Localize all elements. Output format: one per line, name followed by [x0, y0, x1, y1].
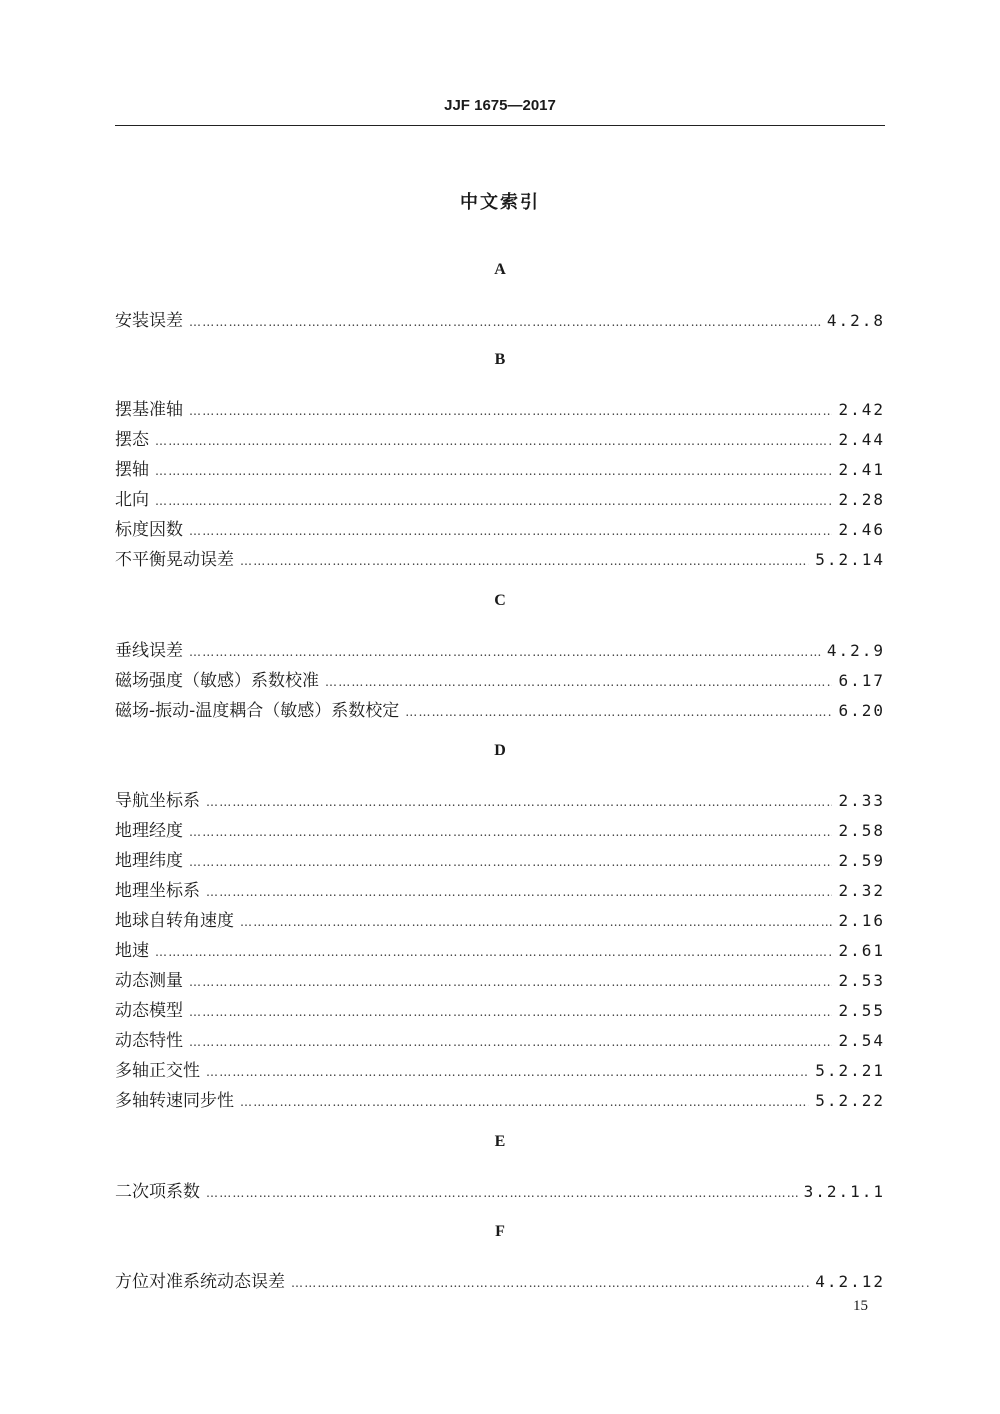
dot-leader [206, 795, 832, 809]
index-ref: 2.44 [838, 430, 885, 449]
index-entry [115, 966, 885, 990]
index-term: 多轴转速同步性 [115, 1091, 234, 1111]
index-entry [115, 786, 885, 810]
dot-leader [291, 1276, 809, 1290]
index-term: 不平衡晃动误差 [115, 550, 234, 570]
index-entry [115, 996, 885, 1020]
section-letter-a: A [494, 261, 506, 278]
dot-leader [240, 554, 809, 568]
dot-leader [189, 315, 821, 329]
dot-leader [189, 855, 832, 869]
index-term: 动态测量 [115, 971, 183, 991]
header-rule [115, 125, 885, 126]
index-entry [115, 816, 885, 840]
index-term: 北向 [115, 490, 149, 510]
dot-leader [405, 705, 832, 719]
index-term: 地理纬度 [115, 851, 183, 871]
dot-leader [155, 464, 832, 478]
dot-leader [240, 1095, 809, 1109]
dot-leader [206, 885, 832, 899]
index-term: 地速 [115, 941, 149, 961]
index-entry [115, 666, 885, 690]
index-entry [115, 1086, 885, 1110]
index-entry [115, 636, 885, 660]
index-entry [115, 1177, 885, 1201]
dot-leader [325, 675, 832, 689]
dot-leader [189, 975, 832, 989]
index-ref: 2.28 [838, 490, 885, 509]
index-entry [115, 485, 885, 509]
index-ref: 2.61 [838, 941, 885, 960]
dot-leader [189, 645, 821, 659]
index-ref: 5.2.22 [815, 1091, 885, 1110]
index-term: 磁场-振动-温度耦合（敏感）系数校定 [115, 701, 400, 721]
index-entry [115, 876, 885, 900]
index-entry [115, 936, 885, 960]
index-term: 二次项系数 [115, 1182, 200, 1202]
dot-leader [189, 524, 832, 538]
section-letter-c: C [494, 592, 506, 609]
index-entry [115, 846, 885, 870]
index-ref: 6.20 [838, 701, 885, 720]
index-ref: 4.2.8 [826, 311, 885, 330]
index-ref: 5.2.21 [815, 1061, 885, 1080]
index-ref: 2.41 [838, 460, 885, 479]
index-ref: 4.2.12 [815, 1272, 885, 1291]
index-term: 磁场强度（敏感）系数校准 [115, 671, 319, 691]
index-term: 方位对准系统动态误差 [115, 1272, 285, 1292]
index-ref: 5.2.14 [815, 550, 885, 569]
dot-leader [206, 1065, 809, 1079]
dot-leader [189, 404, 832, 418]
index-ref: 2.54 [838, 1031, 885, 1050]
dot-leader [155, 434, 832, 448]
index-ref: 2.42 [838, 400, 885, 419]
page-title: 中文索引 [460, 192, 540, 213]
document-code: JJF 1675—2017 [444, 97, 556, 114]
dot-leader [189, 1005, 832, 1019]
index-ref: 2.46 [838, 520, 885, 539]
index-entry [115, 395, 885, 419]
dot-leader [189, 1035, 832, 1049]
index-term: 多轴正交性 [115, 1061, 200, 1081]
index-term: 地球自转角速度 [115, 911, 234, 931]
index-entry [115, 1056, 885, 1080]
index-term: 摆态 [115, 430, 149, 450]
section-letter-e: E [494, 1133, 506, 1150]
dot-leader [240, 915, 832, 929]
index-ref: 3.2.1.1 [803, 1182, 885, 1201]
index-entry [115, 425, 885, 449]
index-ref: 2.16 [838, 911, 885, 930]
index-entry [115, 306, 885, 330]
index-term: 垂线误差 [115, 641, 183, 661]
index-ref: 4.2.9 [826, 641, 885, 660]
dot-leader [189, 825, 832, 839]
index-term: 动态模型 [115, 1001, 183, 1021]
index-entry [115, 545, 885, 569]
index-ref: 2.53 [838, 971, 885, 990]
section-letter-b: B [494, 351, 506, 368]
index-term: 标度因数 [115, 520, 183, 540]
dot-leader [206, 1186, 798, 1200]
index-term: 导航坐标系 [115, 791, 200, 811]
index-term: 动态特性 [115, 1031, 183, 1051]
index-term: 摆基准轴 [115, 400, 183, 420]
index-entry [115, 455, 885, 479]
dot-leader [155, 494, 832, 508]
index-term: 安装误差 [115, 311, 183, 331]
dot-leader [155, 945, 832, 959]
index-entry [115, 906, 885, 930]
index-term: 摆轴 [115, 460, 149, 480]
index-ref: 2.33 [838, 791, 885, 810]
index-ref: 2.32 [838, 881, 885, 900]
index-ref: 2.55 [838, 1001, 885, 1020]
index-term: 地理经度 [115, 821, 183, 841]
index-ref: 2.58 [838, 821, 885, 840]
page-number: 15 [853, 1298, 868, 1314]
index-term: 地理坐标系 [115, 881, 200, 901]
index-ref: 2.59 [838, 851, 885, 870]
index-entry [115, 1267, 885, 1291]
index-entry [115, 1026, 885, 1050]
index-ref: 6.17 [838, 671, 885, 690]
index-entry [115, 696, 885, 720]
section-letter-d: D [494, 742, 506, 759]
index-entry [115, 515, 885, 539]
section-letter-f: F [495, 1223, 505, 1240]
